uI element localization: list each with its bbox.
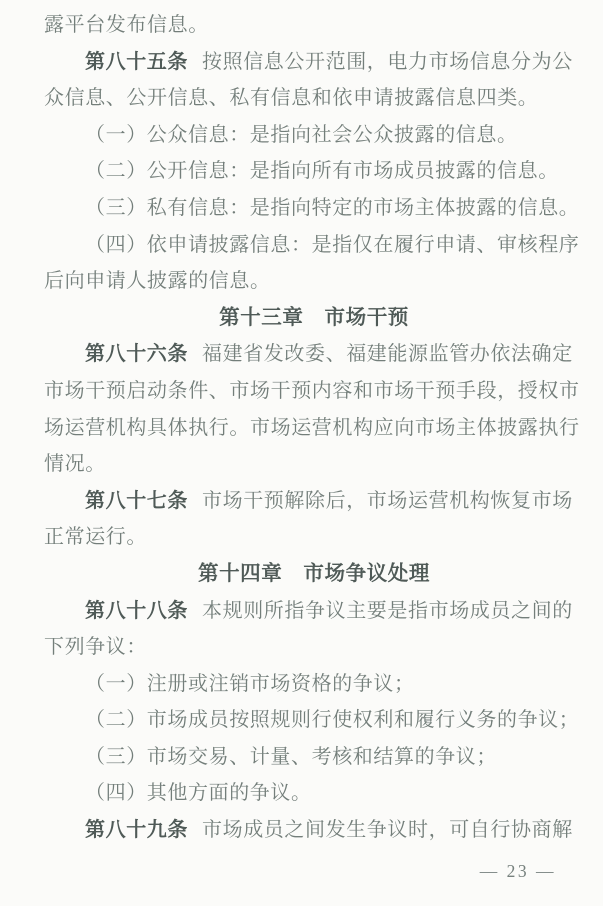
line-text: 露平台发布信息。 (44, 14, 209, 36)
line-text: （二）公开信息：是指向所有市场成员披露的信息。 (85, 160, 559, 183)
page-number: — 23 — (479, 861, 556, 881)
line-text: 按照信息公开范围，电力市场信息分为公 (202, 50, 573, 73)
line-text: （二）市场成员按照规则行使权利和履行义务的争议； (85, 709, 580, 732)
dispute-item-4 (44, 775, 584, 812)
article-number: 第八十九条 (85, 819, 188, 842)
article-88-line (44, 593, 584, 630)
body-line (44, 629, 584, 666)
body-line (44, 410, 584, 447)
article-85-line (44, 44, 584, 81)
chapter-title: 市场争议处理 (303, 562, 430, 585)
body-line (44, 519, 584, 556)
list-item-4 (44, 227, 584, 264)
list-item-1 (44, 117, 584, 154)
list-item-2 (44, 153, 584, 190)
line-text: 情况。 (44, 453, 106, 476)
body-line (44, 263, 584, 300)
article-89-line (44, 812, 584, 849)
body-line (44, 373, 584, 410)
line-text: （四）其他方面的争议。 (85, 782, 312, 805)
line-text: （四）依申请披露信息：是指仅在履行申请、审核程序 (85, 233, 580, 256)
line-text: 正常运行。 (44, 526, 147, 549)
chapter-title: 市场干预 (324, 306, 409, 329)
line-text: （一）公众信息：是指向社会公众披露的信息。 (85, 123, 518, 146)
dispute-item-1 (44, 666, 584, 703)
article-86-line (44, 336, 584, 373)
body-line (44, 80, 584, 117)
article-number: 第八十八条 (85, 599, 188, 622)
list-item-3 (44, 190, 584, 227)
line-text: 下列争议： (44, 636, 147, 659)
dispute-item-3 (44, 739, 584, 776)
line-text: 场运营机构具体执行。市场运营机构应向市场主体披露执行 (44, 416, 580, 439)
dispute-item-2 (44, 702, 584, 739)
chapter-number: 第十四章 (197, 562, 283, 585)
document-body (44, 7, 584, 849)
body-line (44, 7, 584, 44)
line-text: （三）私有信息：是指向特定的市场主体披露的信息。 (85, 196, 580, 219)
chapter-13-heading (44, 300, 584, 337)
line-text: （一）注册或注销市场资格的争议； (85, 672, 415, 695)
line-text: 市场干预启动条件、市场干预内容和市场干预手段，授权市 (44, 379, 580, 402)
line-text: 市场成员之间发生争议时，可自行协商解 (202, 819, 573, 842)
article-number: 第八十五条 (85, 50, 188, 73)
line-text: 本规则所指争议主要是指市场成员之间的 (202, 599, 573, 622)
line-text: 众信息、公开信息、私有信息和依申请披露信息四类。 (44, 87, 539, 110)
article-number: 第八十七条 (85, 489, 188, 512)
line-text: 福建省发改委、福建能源监管办依法确定 (202, 343, 573, 366)
article-87-line (44, 483, 584, 520)
line-text: 市场干预解除后，市场运营机构恢复市场 (202, 489, 573, 512)
chapter-14-heading (44, 556, 584, 593)
body-line (44, 446, 584, 483)
chapter-number: 第十三章 (219, 306, 304, 329)
line-text: （三）市场交易、计量、考核和结算的争议； (85, 745, 497, 768)
line-text: 后向申请人披露的信息。 (44, 270, 271, 293)
article-number: 第八十六条 (85, 343, 188, 366)
